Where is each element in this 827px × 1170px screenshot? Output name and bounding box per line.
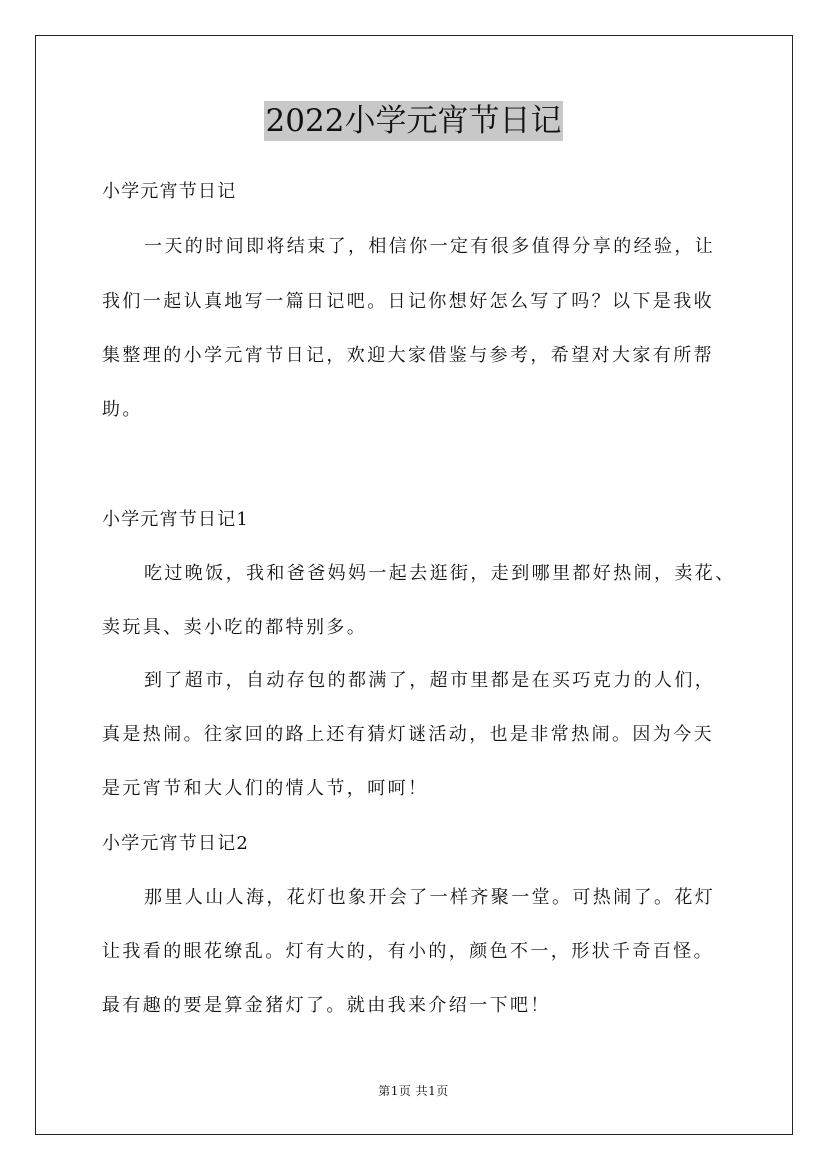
entry1-line-3: 到了超市，自动存包的都满了，超市里都是在买巧克力的人们， (144, 670, 716, 691)
page-footer: 第1页 共1页 (378, 1084, 449, 1098)
intro-line-3: 集整理的小学元宵节日记，欢迎大家借鉴与参考，希望对大家有所帮 (102, 345, 714, 366)
entry2-line-3: 最有趣的要是算金猪灯了。就由我来介绍一下吧！ (102, 995, 551, 1016)
title-container (0, 101, 827, 141)
intro-line-4: 助。 (102, 399, 143, 420)
intro-line-2: 我们一起认真地写一篇日记吧。日记你想好怎么写了吗？以下是我收 (102, 291, 714, 312)
entry2-line-1: 那里人山人海，花灯也象开会了一样齐聚一堂。可热闹了。花灯 (144, 887, 716, 908)
entry2-heading: 小学元宵节日记2 (102, 833, 250, 854)
document-title: 2022小学元宵节日记 (265, 103, 562, 139)
entry1-line-5: 是元宵节和大人们的情人节，呵呵！ (102, 778, 429, 799)
entry1-line-1: 吃过晚饭，我和爸爸妈妈一起去逛街，走到哪里都好热闹，卖花、 (144, 563, 736, 584)
entry1-heading: 小学元宵节日记1 (102, 509, 250, 530)
entry1-line-2: 卖玩具、卖小吃的都特别多。 (102, 617, 368, 638)
subtitle: 小学元宵节日记 (102, 181, 237, 202)
entry2-line-2: 让我看的眼花缭乱。灯有大的，有小的，颜色不一，形状千奇百怪。 (102, 941, 714, 962)
intro-line-1: 一天的时间即将结束了，相信你一定有很多值得分享的经验，让 (144, 236, 716, 257)
entry1-line-4: 真是热闹。往家回的路上还有猜灯谜活动，也是非常热闹。因为今天 (102, 724, 714, 745)
